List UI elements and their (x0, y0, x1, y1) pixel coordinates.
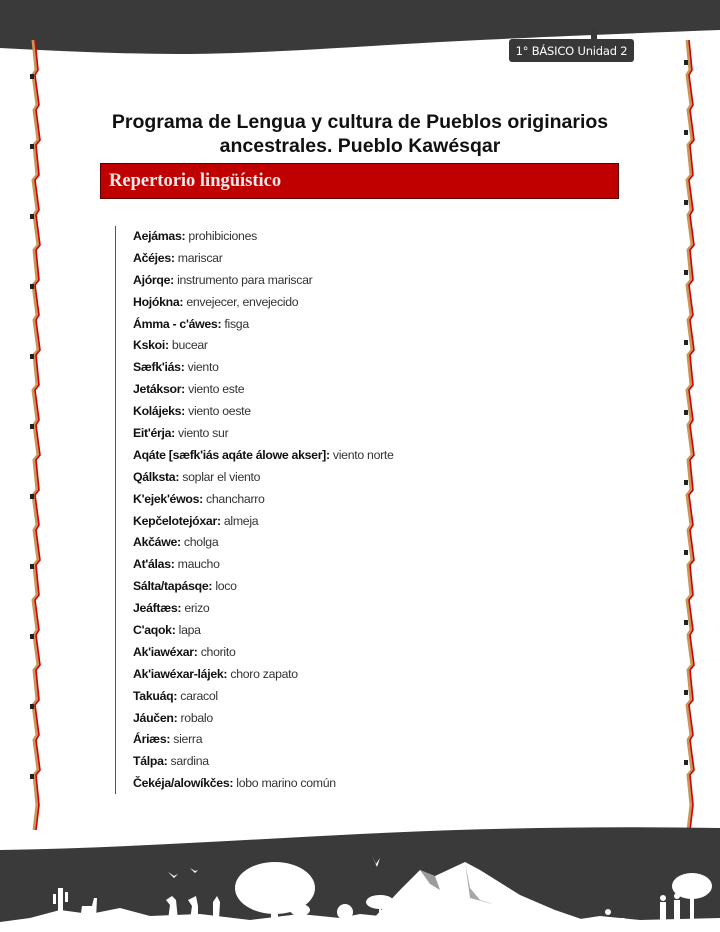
document-title (100, 110, 620, 158)
vocabulary-definition: sardina (170, 754, 209, 769)
vocabulary-item (133, 576, 445, 598)
unit-badge (509, 39, 634, 62)
vocabulary-definition: choro zapato (230, 666, 298, 681)
vocabulary-term: Áriæs: (133, 732, 171, 747)
vocabulary-term: Jáučen: (133, 710, 178, 725)
vocabulary-term: K'ejek'éwos: (133, 491, 203, 506)
vocabulary-item (133, 708, 445, 730)
vocabulary-item (133, 729, 445, 751)
vocabulary-term: Aejámas: (133, 229, 186, 243)
vocabulary-definition: envejecer, envejecido (186, 294, 299, 309)
vocabulary-definition: cholga (183, 535, 219, 550)
vocabulary-item (133, 773, 445, 795)
vocabulary-item (133, 489, 445, 511)
vocabulary-definition: loco (215, 579, 237, 594)
vocabulary-item (133, 401, 445, 423)
vocabulary-list (115, 226, 445, 794)
vocabulary-item (133, 357, 445, 379)
vocabulary-term: At'álas: (133, 557, 175, 572)
vocabulary-item (133, 751, 445, 773)
unit-badge-label: 1° BÁSICO Unidad 2 (515, 43, 628, 58)
section-heading-bar (100, 163, 619, 199)
vocabulary-item (133, 423, 445, 445)
vocabulary-term: Sálta/tapásqe: (133, 579, 213, 594)
vocabulary-term: C'aqok: (133, 623, 176, 638)
vocabulary-item (133, 445, 445, 467)
vocabulary-term: Ámma - c'áwes: (133, 316, 222, 331)
vocabulary-item (133, 292, 445, 314)
vocabulary-item (133, 532, 445, 554)
vocabulary-item (133, 554, 445, 576)
vocabulary-item (133, 598, 445, 620)
vocabulary-term: Hojókna: (133, 294, 184, 309)
vocabulary-item (133, 379, 445, 401)
vocabulary-item (133, 664, 445, 686)
vocabulary-item (133, 467, 445, 489)
footer-landscape-illustration (0, 810, 720, 932)
vocabulary-definition: viento sur (178, 426, 229, 441)
vocabulary-term: Kskoi: (133, 338, 169, 353)
vocabulary-term: Sæfk'iás: (133, 360, 185, 375)
vocabulary-term: Čekéja/alowíkčes: (133, 776, 234, 791)
vocabulary-definition: sierra (173, 732, 203, 747)
vocabulary-term: Ačéjes: (133, 250, 175, 265)
vocabulary-term: Aqáte [sæfk'iás aqáte álowe akser]: (133, 447, 330, 462)
vocabulary-definition: viento este (188, 382, 245, 397)
vocabulary-term: Kepčelotejóxar: (133, 513, 221, 528)
vocabulary-term: Kolájeks: (133, 404, 185, 419)
vocabulary-definition: erizo (184, 601, 210, 616)
vocabulary-item (133, 314, 445, 336)
document-title-line1: Programa de Lengua y cultura de Pueblos originarios (111, 111, 609, 133)
vocabulary-definition: viento norte (332, 447, 394, 462)
vocabulary-definition: mariscar (177, 250, 223, 265)
vocabulary-term: Ak'iawéxar-lájek: (133, 666, 228, 681)
vocabulary-item (133, 511, 445, 533)
vocabulary-item (133, 226, 445, 248)
section-heading: Repertorio lingüístico (109, 170, 282, 191)
vocabulary-definition: lobo marino común (236, 776, 336, 791)
document-title-line2: ancestrales. Pueblo Kawésqar (219, 135, 501, 157)
vocabulary-item (133, 335, 445, 357)
vocabulary-item (133, 270, 445, 292)
left-decorative-border (24, 40, 46, 830)
vocabulary-definition: chancharro (206, 491, 265, 506)
vocabulary-term: Akčáwe: (133, 535, 181, 550)
vocabulary-definition: viento (187, 360, 219, 375)
vocabulary-definition: fisga (224, 316, 249, 331)
vocabulary-definition: soplar el viento (182, 469, 261, 484)
vocabulary-item (133, 620, 445, 642)
vocabulary-definition: caracol (180, 688, 218, 703)
vocabulary-term: Jetáksor: (133, 382, 185, 397)
vocabulary-item (133, 642, 445, 664)
vocabulary-term: Qálksta: (133, 469, 180, 484)
vocabulary-definition: maucho (177, 557, 220, 572)
vocabulary-definition: robalo (180, 710, 213, 725)
vocabulary-definition: almeja (223, 513, 259, 528)
vocabulary-term: Ajórqe: (133, 272, 174, 287)
right-decorative-border (678, 40, 700, 830)
vocabulary-term: Ak'iawéxar: (133, 644, 198, 659)
vocabulary-item (133, 248, 445, 270)
vocabulary-term: Eit'érja: (133, 426, 175, 441)
vocabulary-definition: lapa (178, 623, 201, 638)
vocabulary-definition: bucear (171, 338, 208, 353)
vocabulary-item (133, 686, 445, 708)
vocabulary-term: Jeáftæs: (133, 601, 182, 616)
vocabulary-definition: chorito (200, 644, 236, 659)
vocabulary-definition: viento oeste (188, 404, 251, 419)
vocabulary-term: Takuáq: (133, 688, 178, 703)
vocabulary-term: Tálpa: (133, 754, 168, 769)
vocabulary-definition: prohibiciones (188, 229, 257, 243)
vocabulary-definition: instrumento para mariscar (177, 272, 313, 287)
